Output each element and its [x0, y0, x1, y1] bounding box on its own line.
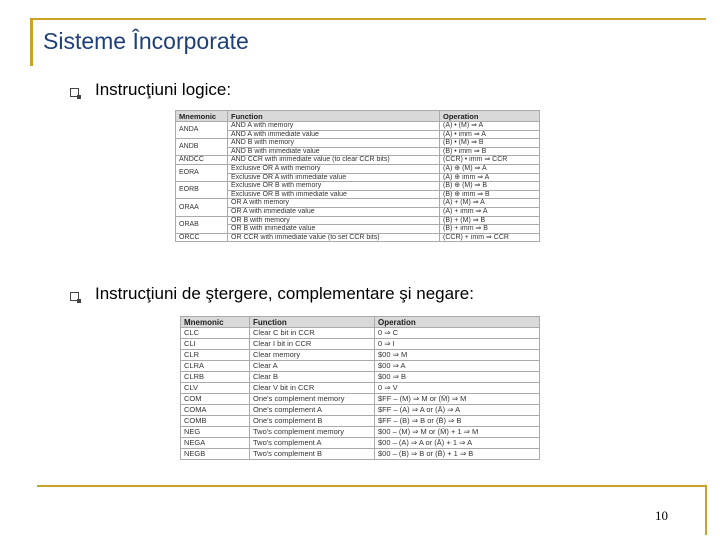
cell-operation: 0 ⇒ V	[375, 383, 540, 394]
cell-operation: $00 ⇒ B	[375, 372, 540, 383]
cell-operation: 0 ⇒ I	[375, 339, 540, 350]
cell-mnemonic: CLRB	[181, 372, 250, 383]
cell-function: OR A with memory	[228, 199, 440, 208]
cell-mnemonic: ANDA	[176, 122, 228, 139]
table-row	[181, 361, 540, 372]
header-mnemonic: Mnemonic	[181, 317, 250, 328]
cell-operation: (B) + (M) ⇒ B	[440, 216, 540, 225]
bullet-text-clear: Instrucţiuni de ştergere, complementare şi negare:	[95, 284, 474, 303]
frame-top-accent	[30, 18, 706, 20]
cell-operation: $FF – (B) ⇒ B or (B̄) ⇒ B	[375, 416, 540, 427]
table-row	[181, 427, 540, 438]
cell-function: Two's complement B	[250, 449, 375, 460]
cell-mnemonic: NEGB	[181, 449, 250, 460]
cell-mnemonic: NEGA	[181, 438, 250, 449]
table-row	[176, 130, 540, 139]
logic-instructions-table	[175, 110, 540, 242]
bottom-divider	[37, 485, 707, 487]
cell-mnemonic: CLC	[181, 328, 250, 339]
cell-operation: (A) + (M) ⇒ A	[440, 199, 540, 208]
cell-operation: $00 – (A) ⇒ A or (Ā) + 1 ⇒ A	[375, 438, 540, 449]
cell-operation: $00 ⇒ M	[375, 350, 540, 361]
cell-operation: $00 ⇒ A	[375, 361, 540, 372]
page-number: 10	[655, 508, 668, 523]
cell-operation: (CCR) + imm ⇒ CCR	[440, 233, 540, 242]
cell-function: AND B with immediate value	[228, 147, 440, 156]
header-operation: Operation	[375, 317, 540, 328]
cell-mnemonic: ANDB	[176, 139, 228, 156]
bullet-text-logic: Instrucţiuni logice:	[95, 80, 232, 99]
header-function: Function	[228, 111, 440, 122]
table-header-row	[176, 111, 540, 122]
cell-mnemonic: CLR	[181, 350, 250, 361]
cell-function: OR B with immediate value	[228, 225, 440, 234]
bullet-square-icon	[70, 292, 79, 301]
table-row	[176, 139, 540, 148]
clear-complement-negate-table	[180, 316, 540, 460]
cell-function: Exclusive OR A with memory	[228, 164, 440, 173]
header-mnemonic: Mnemonic	[176, 111, 228, 122]
table-row	[176, 233, 540, 242]
cell-function: OR CCR with immediate value (to set CCR bits)	[228, 233, 440, 242]
cell-function: OR A with immediate value	[228, 207, 440, 216]
table-row	[181, 350, 540, 361]
cell-operation: (B) + imm ⇒ B	[440, 225, 540, 234]
table-row	[176, 207, 540, 216]
table-row	[176, 173, 540, 182]
cell-operation: (A) ⊕ imm ⇒ A	[440, 173, 540, 182]
cell-operation: (B) • imm ⇒ B	[440, 147, 540, 156]
table-row	[181, 416, 540, 427]
table-row	[181, 328, 540, 339]
table-row	[181, 405, 540, 416]
cell-mnemonic: CLI	[181, 339, 250, 350]
cell-function: Clear V bit in CCR	[250, 383, 375, 394]
cell-mnemonic: COMB	[181, 416, 250, 427]
cell-function: Two's complement memory	[250, 427, 375, 438]
cell-function: Exclusive OR A with immediate value	[228, 173, 440, 182]
cell-mnemonic: ANDCC	[176, 156, 228, 165]
cell-mnemonic: CLV	[181, 383, 250, 394]
cell-operation: (B) • (M) ⇒ B	[440, 139, 540, 148]
table-row	[181, 372, 540, 383]
cell-function: AND CCR with immediate value (to clear CCR bits)	[228, 156, 440, 165]
cell-mnemonic: ORAB	[176, 216, 228, 233]
table-row	[181, 449, 540, 460]
cell-function: Clear memory	[250, 350, 375, 361]
cell-mnemonic: EORA	[176, 164, 228, 181]
table-row	[176, 199, 540, 208]
table-row	[181, 339, 540, 350]
cell-operation: $00 – (B) ⇒ B or (B̄) + 1 ⇒ B	[375, 449, 540, 460]
table-row	[176, 147, 540, 156]
cell-mnemonic: NEG	[181, 427, 250, 438]
cell-function: One's complement memory	[250, 394, 375, 405]
cell-operation: (A) ⊕ (M) ⇒ A	[440, 164, 540, 173]
cell-operation: (CCR) • imm ⇒ CCR	[440, 156, 540, 165]
table-row	[176, 216, 540, 225]
cell-operation: (A) + imm ⇒ A	[440, 207, 540, 216]
header-operation: Operation	[440, 111, 540, 122]
cell-mnemonic: EORB	[176, 182, 228, 199]
cell-operation: $FF – (A) ⇒ A or (Ā) ⇒ A	[375, 405, 540, 416]
page-title: Sisteme Încorporate	[43, 28, 249, 54]
cell-function: Clear I bit in CCR	[250, 339, 375, 350]
cell-function: Two's complement A	[250, 438, 375, 449]
cell-operation: (B) ⊕ (M) ⇒ B	[440, 182, 540, 191]
cell-mnemonic: ORCC	[176, 233, 228, 242]
header-function: Function	[250, 317, 375, 328]
cell-operation: (A) • (M) ⇒ A	[440, 122, 540, 131]
table-row	[181, 438, 540, 449]
cell-operation: (A) • imm ⇒ A	[440, 130, 540, 139]
cell-function: Exclusive OR B with immediate value	[228, 190, 440, 199]
cell-function: Clear B	[250, 372, 375, 383]
cell-operation: (B) ⊕ imm ⇒ B	[440, 190, 540, 199]
table-row	[176, 122, 540, 131]
table-row	[176, 190, 540, 199]
cell-operation: $FF – (M) ⇒ M or (M̄) ⇒ M	[375, 394, 540, 405]
cell-operation: 0 ⇒ C	[375, 328, 540, 339]
cell-function: One's complement A	[250, 405, 375, 416]
table-row	[181, 383, 540, 394]
cell-function: Clear A	[250, 361, 375, 372]
cell-function: Exclusive OR B with memory	[228, 182, 440, 191]
table-row	[176, 164, 540, 173]
cell-function: AND A with memory	[228, 122, 440, 131]
table-header-row	[181, 317, 540, 328]
table-row	[176, 225, 540, 234]
cell-function: AND A with immediate value	[228, 130, 440, 139]
cell-mnemonic: CLRA	[181, 361, 250, 372]
cell-mnemonic: COM	[181, 394, 250, 405]
bottom-right-accent	[705, 485, 707, 535]
cell-function: One's complement B	[250, 416, 375, 427]
cell-mnemonic: COMA	[181, 405, 250, 416]
cell-operation: $00 – (M) ⇒ M or (M̄) + 1 ⇒ M	[375, 427, 540, 438]
cell-mnemonic: ORAA	[176, 199, 228, 216]
cell-function: AND B with memory	[228, 139, 440, 148]
bullet-square-icon	[70, 88, 79, 97]
cell-function: OR B with memory	[228, 216, 440, 225]
table-row	[176, 156, 540, 165]
cell-function: Clear C bit in CCR	[250, 328, 375, 339]
table-row	[176, 182, 540, 191]
frame-left-accent	[30, 18, 33, 66]
table-row	[181, 394, 540, 405]
